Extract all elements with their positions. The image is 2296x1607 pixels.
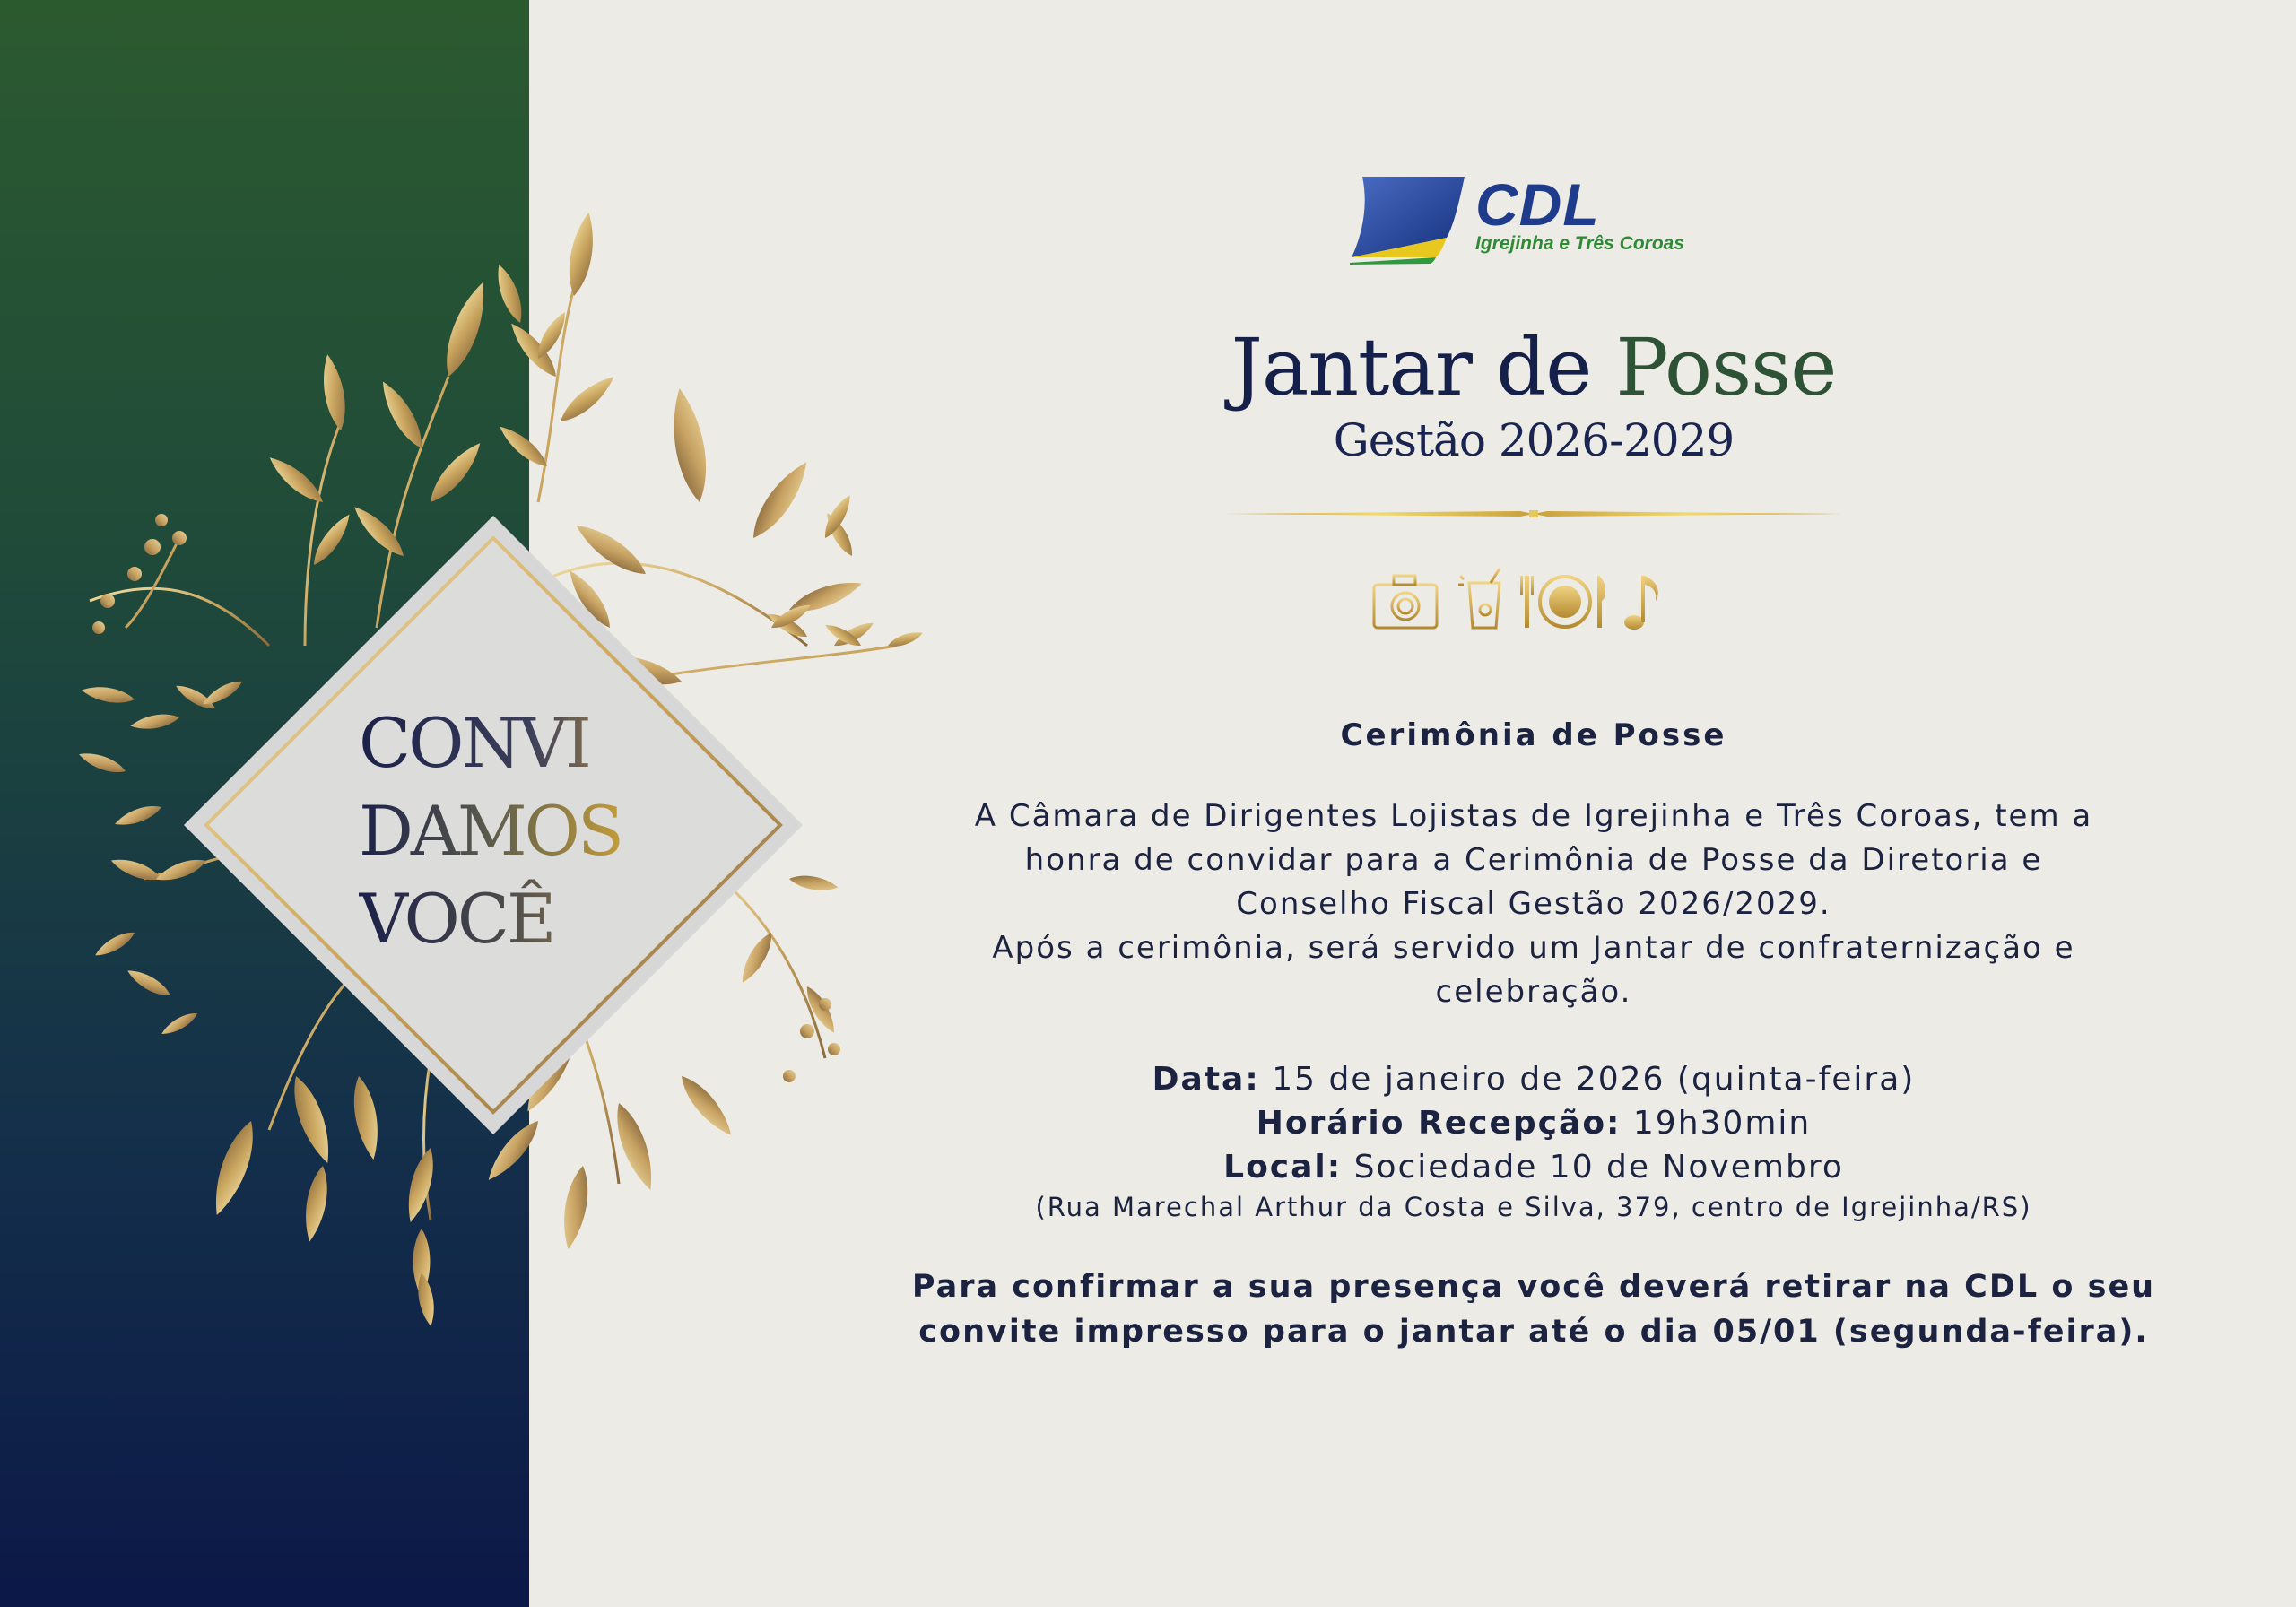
event-icons xyxy=(1372,565,1677,637)
gold-divider xyxy=(1224,508,1843,520)
badge-line-1: CONVI xyxy=(359,699,646,787)
body-line-3: Conselho Fiscal Gestão 2026/2029. xyxy=(1236,886,1831,922)
body-line-2: honra de convidar para a Cerimônia de Posse da Diretoria e xyxy=(1024,842,2043,878)
convidamos-badge-text xyxy=(359,699,646,963)
title-part-2: Posse xyxy=(1615,321,1837,413)
confirm-line-2: convite impresso para o jantar até o dia 05/01 (segunda-feira). xyxy=(918,1314,2149,1350)
date-label: Data: xyxy=(1152,1061,1260,1098)
music-note-icon xyxy=(1624,576,1658,630)
confirm-line-1: Para confirmar a sua presença você deverá retirar na CDL o seu xyxy=(911,1269,2156,1305)
date-row xyxy=(897,1057,2170,1101)
body-line-5: celebração. xyxy=(1435,974,1632,1010)
event-subtitle: Gestão 2026-2029 xyxy=(1333,414,1735,466)
badge-line-3: VOCÊ xyxy=(359,875,646,963)
time-value: 19h30min xyxy=(1632,1105,1812,1142)
cdl-logo-mark-icon xyxy=(1350,175,1466,265)
date-value: 15 de janeiro de 2026 (quinta-feira) xyxy=(1272,1061,1916,1098)
title-part-1: Jantar de xyxy=(1231,321,1592,413)
confirmation-note xyxy=(897,1264,2170,1354)
event-title xyxy=(987,321,2081,413)
place-value: Sociedade 10 de Novembro xyxy=(1353,1149,1844,1186)
invitation-body xyxy=(897,795,2170,1014)
body-line-1: A Câmara de Dirigentes Lojistas de Igrejinha e Três Coroas, tem a xyxy=(974,798,2093,834)
invitation-content xyxy=(897,717,2170,1354)
event-details xyxy=(897,1057,2170,1225)
badge-line-2: DAMOS xyxy=(359,787,646,875)
address: (Rua Marechal Arthur da Costa e Silva, 379, centro de Igrejinha/RS) xyxy=(1035,1192,2032,1222)
drink-icon xyxy=(1458,569,1500,628)
section-title: Cerimônia de Posse xyxy=(1340,717,1727,753)
time-label: Horário Recepção: xyxy=(1256,1105,1622,1142)
logo-subtitle: Igrejinha e Três Coroas xyxy=(1475,233,1685,254)
plate-cutlery-icon xyxy=(1520,576,1605,628)
camera-icon xyxy=(1374,576,1437,628)
body-line-4: Após a cerimônia, será servido um Jantar de confraternização e xyxy=(992,930,2075,966)
cdl-logo xyxy=(1350,170,1771,269)
logo-name: CDL xyxy=(1475,171,1600,238)
place-row xyxy=(897,1145,2170,1189)
time-row xyxy=(897,1101,2170,1145)
place-label: Local: xyxy=(1223,1149,1343,1186)
